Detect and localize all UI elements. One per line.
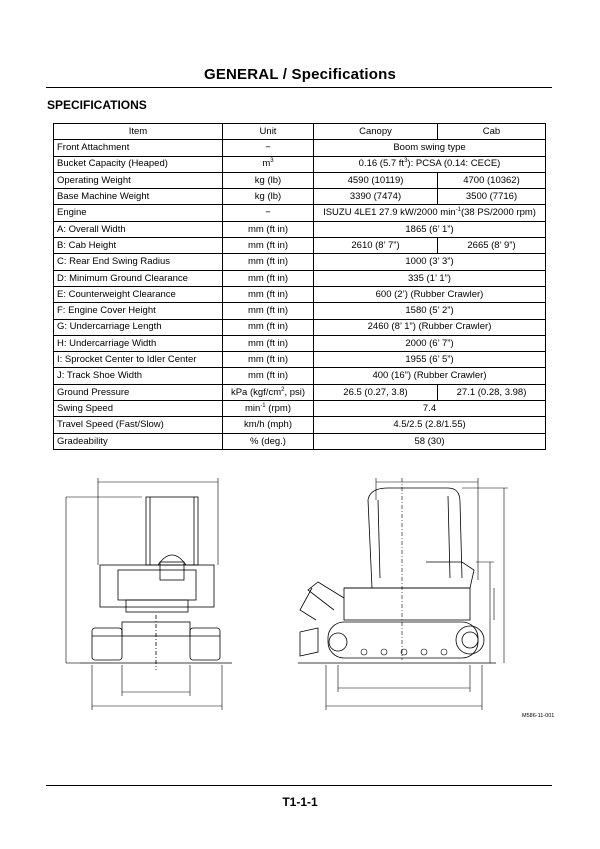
item-cell: Front Attachment [54, 140, 223, 156]
item-cell: G: Undercarriage Length [54, 319, 223, 335]
column-header-canopy: Canopy [314, 124, 438, 140]
unit-cell: mm (ft in) [223, 303, 314, 319]
item-cell: Swing Speed [54, 401, 223, 417]
shared-value-cell: 4.5/2.5 (2.8/1.55) [314, 417, 546, 433]
item-cell: B: Cab Height [54, 238, 223, 254]
item-cell: Ground Pressure [54, 384, 223, 400]
table-row [54, 335, 546, 351]
unit-cell: km/h (mph) [223, 417, 314, 433]
cab-value-cell: 4700 (10362) [438, 172, 546, 188]
table-row [54, 254, 546, 270]
table-body [54, 140, 546, 450]
table-row [54, 433, 546, 449]
table-row [54, 140, 546, 156]
unit-cell: mm (ft in) [223, 270, 314, 286]
unit-cell: − [223, 140, 314, 156]
item-cell: Engine [54, 205, 223, 221]
unit-cell: kg (lb) [223, 189, 314, 205]
table-row [54, 368, 546, 384]
canopy-value-cell: 4590 (10119) [314, 172, 438, 188]
table-row [54, 189, 546, 205]
section-heading: SPECIFICATIONS [47, 98, 147, 112]
unit-cell: mm (ft in) [223, 368, 314, 384]
table-header-row [54, 124, 546, 140]
cab-value-cell: 27.1 (0.28, 3.98) [438, 384, 546, 400]
shared-value-cell: 400 (16”) (Rubber Crawler) [314, 368, 546, 384]
shared-value-cell: 58 (30) [314, 433, 546, 449]
shared-value-cell: 1580 (5’ 2”) [314, 303, 546, 319]
shared-value-cell: 2000 (6’ 7”) [314, 335, 546, 351]
unit-cell: mm (ft in) [223, 238, 314, 254]
table-row [54, 172, 546, 188]
table-row [54, 352, 546, 368]
table-row [54, 270, 546, 286]
table-row [54, 156, 546, 172]
canopy-value-cell: 26.5 (0.27, 3.8) [314, 384, 438, 400]
table-row [54, 221, 546, 237]
unit-cell: $m^3$ [223, 156, 314, 172]
item-cell: Travel Speed (Fast/Slow) [54, 417, 223, 433]
item-cell: I: Sprocket Center to Idler Center [54, 352, 223, 368]
item-cell: Gradeability [54, 433, 223, 449]
unit-cell: mm (ft in) [223, 254, 314, 270]
unit-cell: kPa ($kgf/cm^2$, psi) [223, 384, 314, 400]
shared-value-cell: Boom swing type [314, 140, 546, 156]
unit-cell: kg (lb) [223, 172, 314, 188]
cab-value-cell: 2665 (8’ 9”) [438, 238, 546, 254]
unit-cell: % (deg.) [223, 433, 314, 449]
item-cell: J: Track Shoe Width [54, 368, 223, 384]
canopy-value-cell: 2610 (8’ 7”) [314, 238, 438, 254]
item-cell: F: Engine Cover Height [54, 303, 223, 319]
front-view-drawing [80, 497, 232, 670]
column-header-cab: Cab [438, 124, 546, 140]
item-cell: A: Overall Width [54, 221, 223, 237]
unit-cell: − [223, 205, 314, 221]
front-view-dimensions [66, 478, 222, 710]
shared-value-cell: ISUZU 4LE1 27.9 kW/2000 $\min^{-1}(38$ PS/2000 rpm) [314, 205, 546, 221]
shared-value-cell: 0.16 (5.7 $ft^3$): PCSA (0.14: CECE) [314, 156, 546, 172]
unit-cell: mm (ft in) [223, 319, 314, 335]
item-cell: Bucket Capacity (Heaped) [54, 156, 223, 172]
unit-cell: $\min^{-1} (rpm)$ [223, 401, 314, 417]
table-row [54, 401, 546, 417]
page-number: T1-1-1 [282, 795, 318, 809]
table-row [54, 384, 546, 400]
shared-value-cell: 7.4 [314, 401, 546, 417]
item-cell: E: Counterweight Clearance [54, 286, 223, 302]
table-row [54, 303, 546, 319]
unit-cell: mm (ft in) [223, 335, 314, 351]
machine-dimension-drawings [0, 470, 600, 730]
unit-cell: mm (ft in) [223, 286, 314, 302]
side-view-dimensions [326, 478, 508, 710]
table-row [54, 286, 546, 302]
table-row [54, 238, 546, 254]
canopy-value-cell: 3390 (7474) [314, 189, 438, 205]
item-cell: D: Minimum Ground Clearance [54, 270, 223, 286]
specifications-table [53, 123, 546, 450]
item-cell: C: Rear End Swing Radius [54, 254, 223, 270]
table-row [54, 417, 546, 433]
item-cell: Operating Weight [54, 172, 223, 188]
table-row [54, 205, 546, 221]
page-title: GENERAL / Specifications [203, 66, 397, 83]
shared-value-cell: 600 (2’) (Rubber Crawler) [314, 286, 546, 302]
shared-value-cell: 2460 (8’ 1”) (Rubber Crawler) [314, 319, 546, 335]
column-header-unit: Unit [223, 124, 314, 140]
footer-divider [46, 785, 552, 786]
shared-value-cell: 335 (1’ 1”) [314, 270, 546, 286]
table-row [54, 319, 546, 335]
side-view-drawing [298, 488, 496, 663]
shared-value-cell: 1865 (6’ 1”) [314, 221, 546, 237]
shared-value-cell: 1000 (3’ 3”) [314, 254, 546, 270]
header-divider [46, 87, 552, 88]
shared-value-cell: 1955 (6’ 5”) [314, 352, 546, 368]
cab-value-cell: 3500 (7716) [438, 189, 546, 205]
unit-cell: mm (ft in) [223, 352, 314, 368]
column-header-item: Item [54, 124, 223, 140]
item-cell: H: Undercarriage Width [54, 335, 223, 351]
figure-id: M586-11-001 [522, 713, 555, 719]
item-cell: Base Machine Weight [54, 189, 223, 205]
unit-cell: mm (ft in) [223, 221, 314, 237]
